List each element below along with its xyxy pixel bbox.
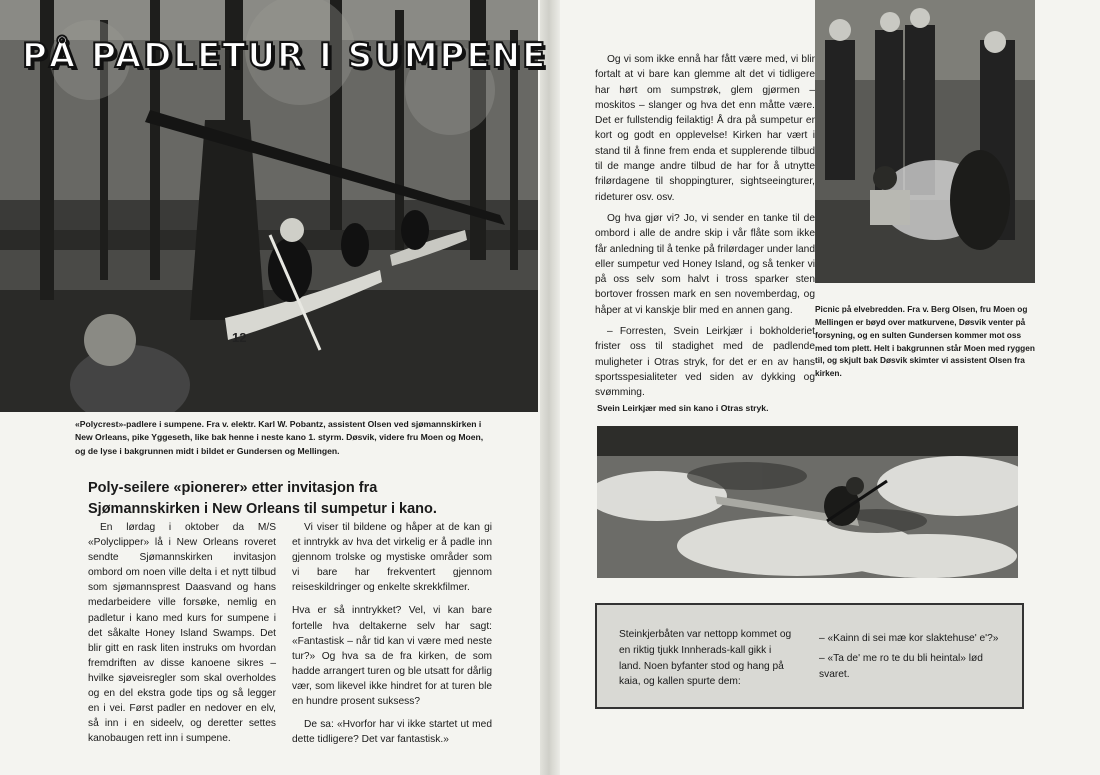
anecdote-box	[595, 603, 1024, 709]
swamp-photo-caption: «Polycrest»-padlere i sumpene. Fra v. elektr. Karl W. Pobantz, assistent Olsen ved sjømannskirken i New Orleans, pike Yggeseth, like bak henne i neste kano 1. styrm. Døsvik, videre fru Moen og Moen, og de lyse i bakgrunnen midt i bildet er Gundersen og Mellingen.	[75, 419, 484, 456]
right-paragraph-2: Og hva gjør vi? Jo, vi sender en tanke til de ombord i alle de andre skip i vår flåte som ikke får anledning til å tenke på frilørdager under land eller sumpetur ved Honey Island, og så tenker vi på oss selv som halvt i tross sparker sten bortover frossen mark en sen novemberdag, og håper at vi kanskje blir med en annen gang.	[595, 212, 815, 316]
right-paragraph-3: – Forresten, Svein Leirkjær i bokholderiet frister oss til stadighet med de padlende muligheter i Otras stryk, for det er en av hans sportsspesialiteter ved siden av dykking og svømming.	[595, 326, 815, 399]
col2-paragraph-3: De sa: «Hvorfor har vi ikke startet ut med dette tidligere? Det var fantastisk.»	[292, 719, 492, 746]
page-gutter	[540, 0, 560, 775]
anecdote-left: Steinkjerbåten var nettopp kommet og en riktig tjukk Innherads-kall gikk i land. Noen byfanter stod og hang på kaia, og kallen spurte dem:	[619, 629, 792, 688]
right-column	[595, 52, 815, 407]
kayak-photo-caption: Svein Leirkjær med sin kano i Otras stryk.	[597, 403, 769, 413]
canoe-number: 12	[232, 330, 247, 345]
left-column-2	[292, 520, 492, 755]
left-column-1	[88, 520, 276, 754]
col2-paragraph-1: Vi viser til bildene og håper at de kan gi et inntrykk av hva det virkelig er å padle inn gjennom trolske og mystiske områder som vi bare har frekventert gjennom reiseskildringer og enkelte skrekkfilmer.	[292, 522, 492, 594]
anecdote-right	[819, 631, 1004, 686]
anecdote-question: – «Kainn di sei mæ kor slaktehuse' e'?»	[819, 633, 999, 644]
picnic-photo-caption: Picnic på elvebredden. Fra v. Berg Olsen, fru Moen og Mellingen er bøyd over matkurvene, Døsvik venter på forsyning, og en sulten Gundersen kommer mot oss med tom plett. Helt i bakgrunnen står Moen med ryggen til, og skjult bak Døsvik skimter vi assistent Olsen fra kirken.	[815, 304, 1035, 379]
kayak-photo	[597, 426, 1018, 578]
right-paragraph-1: Og vi som ikke ennå har fått være med, vi blir fortalt at vi bare kan glemme alt det vi tidligere har hørt om sumpstrøk, glem gjørmen – moskitos – slanger og hva det enn måtte være. Det er fullstendig feilaktig! Å dra på sumpetur er kort og godt en opplevelse! Kirken har vært i stand til å finne frem enda et supplerende tilbud til de mange andre tilbud de har for å utnytte frilørdagene til shoppingturer, sightseeingturer, rideturer osv. osv.	[595, 54, 815, 203]
article-subhead: Poly-seilere «pionerer» etter invitasjon fra Sjømannskirken i New Orleans til sumpetur i kano.	[88, 480, 437, 518]
anecdote-answer: – «Ta de' me ro te du bli heintal» lød svaret.	[819, 652, 983, 680]
headline: PÅ PADLETUR I SUMPENE	[22, 36, 548, 76]
col2-paragraph-2: Hva er så inntrykket? Vel, vi kan bare fortelle hva deltakerne selv har sagt: «Fantastisk – når tid kan vi være med neste tur?» Og hva sa de fra kirken, de som hadde arrangert turen og ble utsatt for dårlig vær, som likevel ikke hindret for at turen ble en hundre prosent suksess?	[292, 605, 492, 708]
col1-paragraph: En lørdag i oktober da M/S «Polyclipper» lå i New Orleans roveret sendte Sjømannskirken invitasjon ombord om noen ville delta i et nytt tilbud som sjømannsprest Daasvand og hans medarbeidere ville forsøke, nemlig en padletur i kano med kurs for sumpene i det såkalte Honey Island Swamps. Det blir gitt en rask liten instruks om hvordan fremdriften av disse kanoene sikres – hvilke sjøveisregler som skal overholdes og en del ekstra gode tips og så legger en i vei. Først padler en nedover en elv, så inn i en sideelv, og deretter settes kanobaugen rett inn i sumpene.	[88, 522, 276, 745]
picnic-photo	[815, 0, 1035, 283]
